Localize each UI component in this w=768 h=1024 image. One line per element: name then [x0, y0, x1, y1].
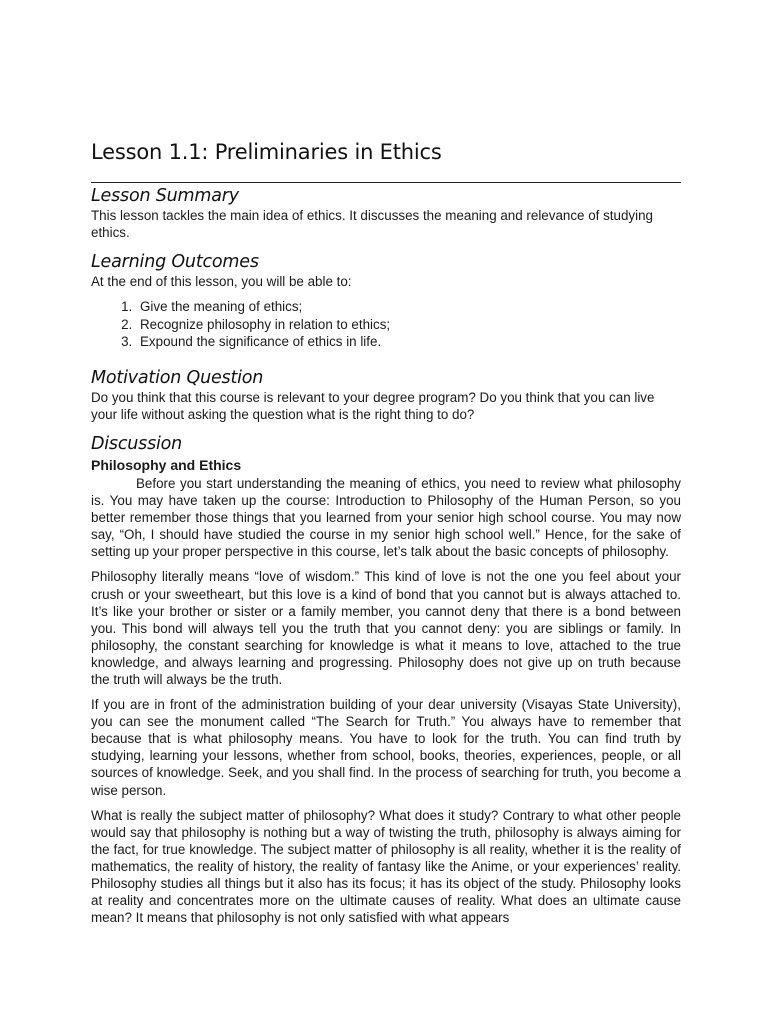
learning-outcomes-heading: Learning Outcomes — [91, 252, 259, 273]
discussion-paragraph: Before you start understanding the meaning of ethics, you need to review what philosophy is. You may have taken up the course: Introduction to Philosophy of the Human Person, so you better remember those things that you learned from your senior high school course. You may now say, “Oh, I should have studied the course in my senior high school well.” Hence, for the sake of setting up your proper perspective in this course, let’s talk about the basic concepts of philosophy. — [91, 475, 681, 560]
outcome-item: 2. Recognize philosophy in relation to ethics; — [136, 316, 681, 334]
lesson-summary-heading: Lesson Summary — [91, 186, 239, 206]
motivation-question-heading: Motivation Question — [91, 367, 264, 388]
discussion-paragraph: What is really the subject matter of philosophy? What does it study? Contrary to what other people would say that philosophy is nothing but a way of twisting the truth, philosophy is always aiming for the fact, for true knowledge. The subject matter of philosophy is all reality, whether it is the reality of mathematics, the reality of history, the reality of fantasy like the Anime, or your experiences’ reality. Philosophy studies all things but it also has its focus; it has its object of the study. Philosophy looks at reality and concentrates more on the ultimate causes of reality. What does an ultimate cause mean? It means that philosophy is not only satisfied with what appears — [91, 807, 681, 926]
document-page — [91, 140, 681, 926]
discussion-paragraph: Philosophy literally means “love of wisdom.” This kind of love is not the one you feel about your crush or your sweetheart, but this love is a kind of bond that you cannot but is always attached to. It’s like your brother or sister or a family member, you cannot deny that there is a bond between you. This bond will always tell you the truth that you cannot deny: you are siblings or family. In philosophy, the constant searching for knowledge is what it means to love, attached to the true knowledge, and always learning and progressing. Philosophy does not give up on truth because the truth will always be the truth. — [91, 569, 681, 687]
outcome-item: 3. Expound the significance of ethics in life. — [136, 333, 681, 351]
motivation-question-text: Do you think that this course is relevant to your degree program? Do you think that you can live your life without asking the question what is the right thing to do? — [91, 389, 655, 422]
title-divider — [91, 182, 681, 183]
philosophy-and-ethics-subheading: Philosophy and Ethics — [91, 456, 242, 473]
learning-outcomes-list — [91, 298, 681, 351]
lesson-summary-text: This lesson tackles the main idea of ethics. It discusses the meaning and relevance of studying ethics. — [91, 208, 653, 241]
discussion-heading: Discussion — [91, 433, 183, 454]
lesson-title: Lesson 1.1: Preliminaries in Ethics — [91, 140, 442, 164]
outcome-item: 1. Give the meaning of ethics; — [136, 298, 681, 316]
discussion-paragraph: If you are in front of the administration building of your dear university (Visayas State University), you can see the monument called “The Search for Truth.” You always have to remember that because that is what philosophy means. You have to look for the truth. You can find truth by studying, learning your lessons, whether from school, books, theories, experiences, people, or all sources of knowledge. Seek, and you shall find. In the process of searching for truth, you become a wise person. — [91, 697, 681, 798]
learning-outcomes-intro: At the end of this lesson, you will be able to: — [91, 274, 352, 290]
